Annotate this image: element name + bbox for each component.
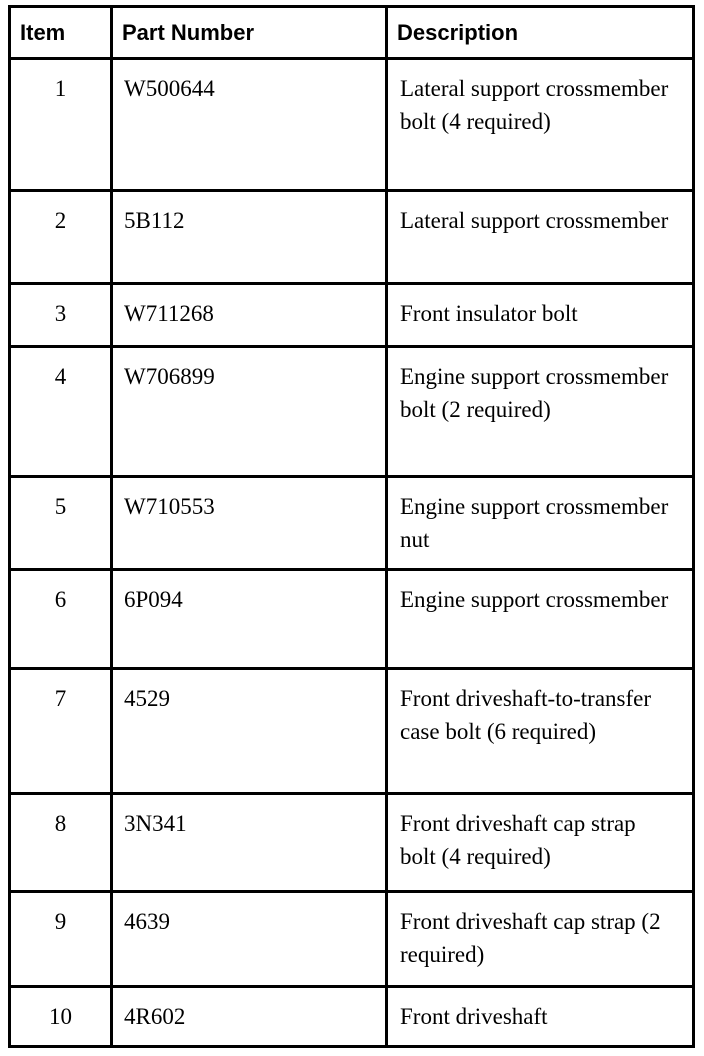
- part-number-cell: 4R602: [112, 987, 387, 1047]
- part-number-cell: 4529: [112, 669, 387, 794]
- table-row: [10, 570, 694, 669]
- part-number-cell: 4639: [112, 892, 387, 987]
- item-cell: 9: [10, 892, 112, 987]
- part-number-cell: W710553: [112, 477, 387, 570]
- description-cell: Lateral support crossmember bolt (4 required): [387, 59, 694, 191]
- description-cell: Lateral support crossmember: [387, 191, 694, 284]
- table-header: [10, 7, 694, 59]
- table-row: [10, 347, 694, 477]
- table-row: [10, 284, 694, 347]
- description-cell: Engine support crossmember bolt (2 required): [387, 347, 694, 477]
- table-row: [10, 794, 694, 892]
- table-body: [10, 59, 694, 1047]
- table-row: [10, 987, 694, 1047]
- column-header-description: Description: [387, 7, 694, 59]
- description-cell: Front driveshaft cap strap bolt (4 required): [387, 794, 694, 892]
- item-cell: 10: [10, 987, 112, 1047]
- table-row: [10, 669, 694, 794]
- part-number-cell: 3N341: [112, 794, 387, 892]
- description-cell: Front driveshaft cap strap (2 required): [387, 892, 694, 987]
- column-header-part-number: Part Number: [112, 7, 387, 59]
- item-cell: 7: [10, 669, 112, 794]
- item-cell: 2: [10, 191, 112, 284]
- part-number-cell: 5B112: [112, 191, 387, 284]
- description-cell: Engine support crossmember nut: [387, 477, 694, 570]
- part-number-cell: W500644: [112, 59, 387, 191]
- description-cell: Engine support crossmember: [387, 570, 694, 669]
- part-number-cell: 6P094: [112, 570, 387, 669]
- description-cell: Front insulator bolt: [387, 284, 694, 347]
- item-cell: 6: [10, 570, 112, 669]
- description-cell: Front driveshaft-to-transfer case bolt (6 required): [387, 669, 694, 794]
- table-row: [10, 892, 694, 987]
- item-cell: 8: [10, 794, 112, 892]
- part-number-cell: W711268: [112, 284, 387, 347]
- item-cell: 4: [10, 347, 112, 477]
- item-cell: 1: [10, 59, 112, 191]
- column-header-item: Item: [10, 7, 112, 59]
- header-row: [10, 7, 694, 59]
- item-cell: 3: [10, 284, 112, 347]
- table-row: [10, 477, 694, 570]
- parts-table: [8, 5, 695, 1048]
- item-cell: 5: [10, 477, 112, 570]
- table-row: [10, 59, 694, 191]
- table-row: [10, 191, 694, 284]
- description-cell: Front driveshaft: [387, 987, 694, 1047]
- parts-list-document: [8, 5, 695, 1048]
- part-number-cell: W706899: [112, 347, 387, 477]
